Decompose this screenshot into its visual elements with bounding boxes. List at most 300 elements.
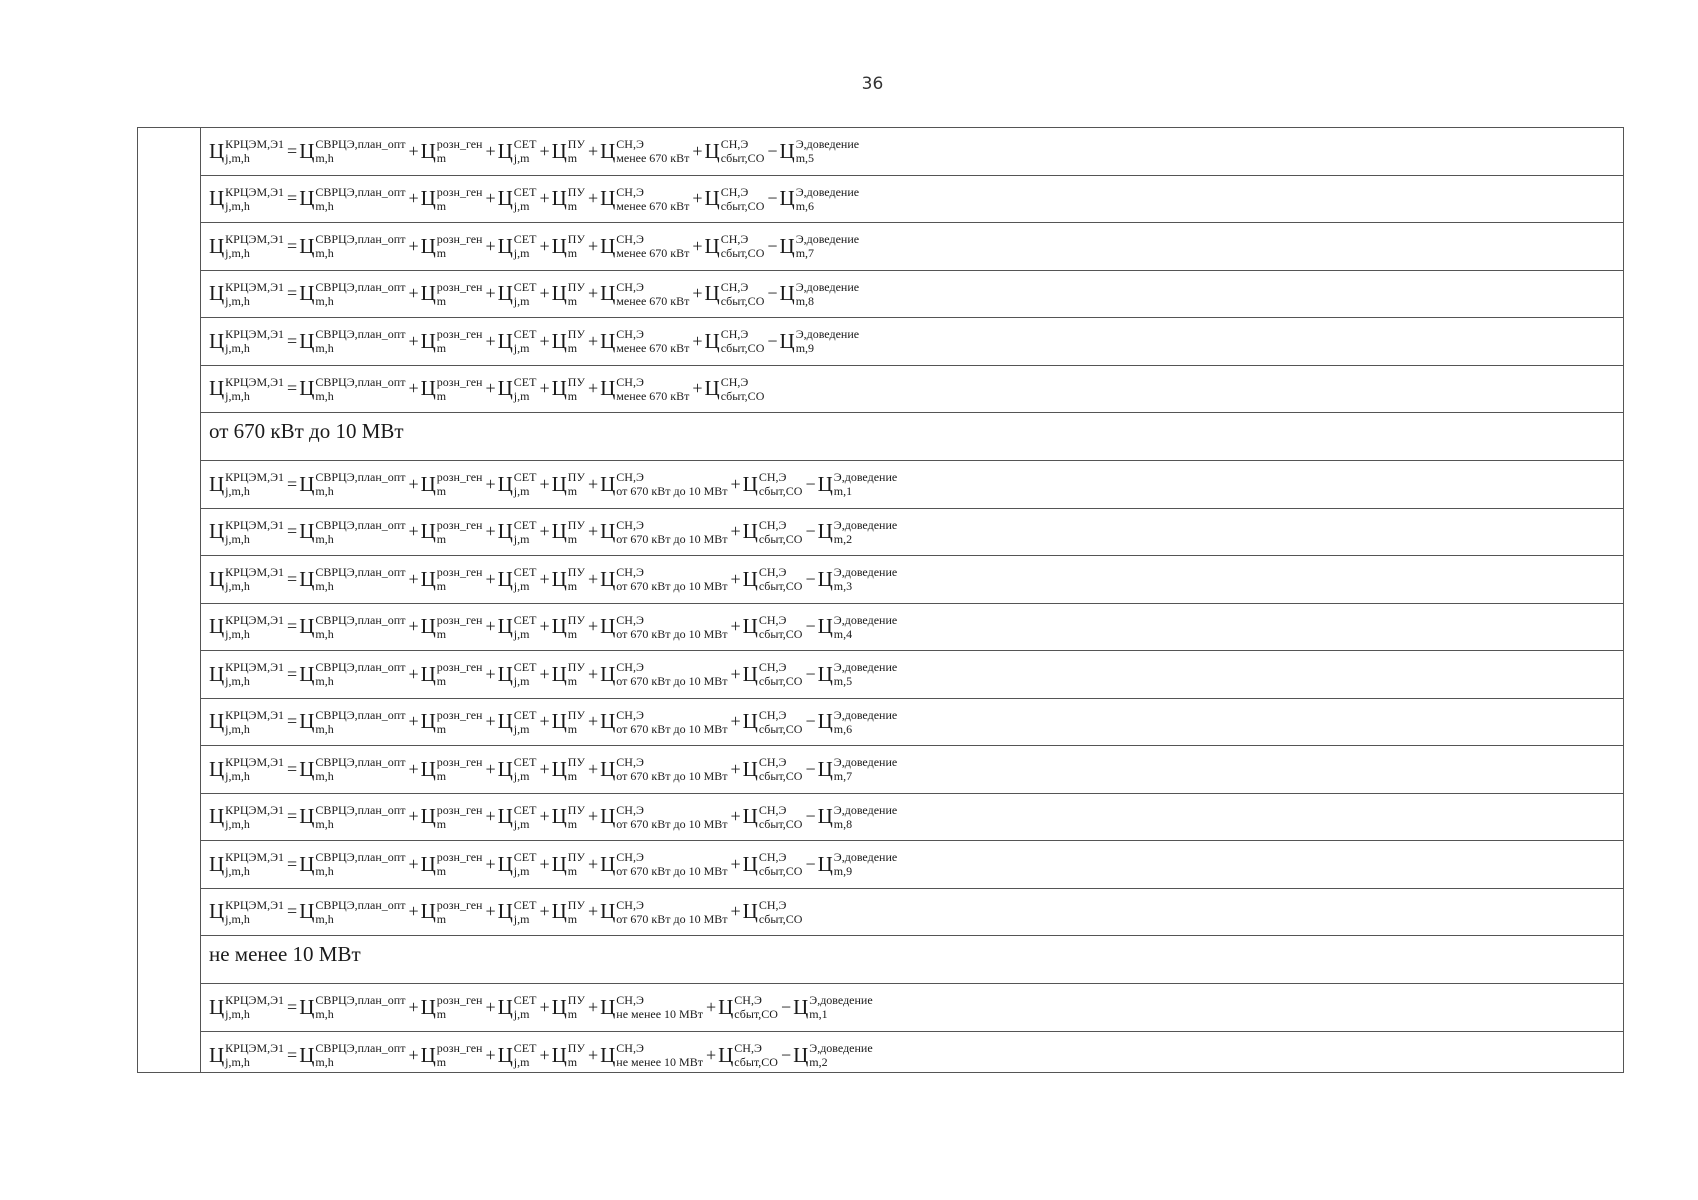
lhs-term-subscript: j,m,h (225, 388, 250, 403)
set-term-superscript: СЕТ (513, 279, 537, 294)
plus-sign: + (485, 806, 496, 827)
pu-term-superscript: ПУ (567, 755, 585, 770)
category-header-text: не менее 10 МВт (209, 942, 361, 966)
svr-term-subscript: m,h (315, 626, 334, 641)
svr-term-subscript: m,h (315, 579, 334, 594)
formula-table (137, 127, 1624, 1073)
svr-term-subscript: m,h (315, 674, 334, 689)
rozn-term-superscript: розн_ген (436, 660, 483, 675)
formula (209, 186, 860, 211)
price-symbol: Ц (299, 756, 315, 781)
eq-sign: = (287, 235, 298, 256)
plus-sign: + (485, 473, 496, 494)
formula-row (201, 984, 1623, 1032)
plus-sign: + (692, 188, 703, 209)
set-term-subscript: j,m (513, 626, 530, 641)
formula (209, 234, 860, 259)
svr-term-subscript: m,h (315, 1007, 334, 1022)
dov-term-superscript: Э,доведение (833, 470, 898, 485)
formula-row (201, 651, 1623, 699)
price-symbol: Ц (704, 233, 720, 258)
sbyt-term-subscript: сбыт,СО (758, 579, 803, 594)
pu-term (552, 995, 585, 1020)
svr-term-superscript: СВРЦЭ,план_опт (315, 1041, 406, 1056)
price-symbol: Ц (600, 1042, 616, 1067)
sn-term-subscript: менее 670 кВт (616, 246, 690, 261)
plus-sign: + (408, 521, 419, 542)
sn-term (600, 662, 727, 687)
price-symbol: Ц (299, 899, 315, 924)
price-symbol: Ц (420, 376, 436, 401)
price-symbol: Ц (299, 994, 315, 1019)
price-symbol: Ц (742, 471, 758, 496)
price-symbol: Ц (299, 614, 315, 639)
svr-term-subscript: m,h (315, 388, 334, 403)
lhs-term-subscript: j,m,h (225, 911, 250, 926)
price-symbol: Ц (420, 851, 436, 876)
sn-term (600, 995, 703, 1020)
lhs-term-subscript: j,m,h (225, 864, 250, 879)
rozn-term-subscript: m (436, 864, 447, 879)
set-term (498, 281, 537, 306)
price-symbol: Ц (817, 519, 833, 544)
sn-term-subscript: от 670 кВт до 10 МВт (616, 864, 728, 879)
price-symbol: Ц (551, 851, 567, 876)
dov-term-subscript: m,7 (833, 769, 853, 784)
set-term (498, 1043, 537, 1068)
pu-term (552, 899, 585, 924)
plus-sign: + (587, 1044, 599, 1065)
plus-sign: + (485, 1044, 496, 1065)
sn-term-subscript: от 670 кВт до 10 МВт (616, 674, 728, 689)
plus-sign: + (485, 901, 496, 922)
dov-term (793, 995, 873, 1020)
eq-sign: = (287, 901, 298, 922)
sbyt-term-subscript: сбыт,СО (758, 674, 803, 689)
sn-term-subscript: от 670 кВт до 10 МВт (616, 626, 728, 641)
formula (209, 376, 765, 401)
price-symbol: Ц (742, 661, 758, 686)
set-term-superscript: СЕТ (513, 755, 537, 770)
plus-sign: + (587, 616, 599, 637)
plus-sign: + (730, 758, 741, 779)
rozn-term (421, 662, 483, 687)
plus-sign: + (485, 140, 496, 161)
dov-term (818, 757, 898, 782)
pu-term-superscript: ПУ (567, 1041, 585, 1056)
plus-sign: + (705, 996, 717, 1017)
sbyt-term (718, 1043, 778, 1068)
price-symbol: Ц (704, 281, 720, 306)
svr-term (299, 899, 405, 924)
sn-term (600, 472, 727, 497)
minus-sign: − (767, 283, 778, 304)
price-symbol: Ц (551, 1042, 567, 1067)
pu-term (552, 376, 585, 401)
sn-term (600, 567, 727, 592)
price-symbol: Ц (551, 138, 567, 163)
set-term-subscript: j,m (513, 198, 530, 213)
eq-sign: = (287, 568, 298, 589)
plus-sign: + (587, 853, 599, 874)
lhs-term (209, 281, 284, 306)
sn-term-superscript: СН,Э (616, 850, 644, 865)
price-symbol: Ц (209, 138, 225, 163)
price-symbol: Ц (600, 328, 616, 353)
dov-term-subscript: m,7 (795, 246, 815, 261)
rozn-term-subscript: m (436, 531, 447, 546)
lhs-term-superscript: КРЦЭМ,Э1 (225, 232, 285, 247)
price-symbol: Ц (209, 1042, 225, 1067)
dov-term (818, 519, 898, 544)
price-symbol: Ц (551, 709, 567, 734)
svr-term (299, 995, 405, 1020)
formula (209, 567, 898, 592)
svr-term-superscript: СВРЦЭ,план_опт (315, 470, 406, 485)
sbyt-term-subscript: сбыт,СО (720, 246, 765, 261)
lhs-term (209, 329, 284, 354)
dov-term-superscript: Э,доведение (833, 755, 898, 770)
lhs-term (209, 567, 284, 592)
plus-sign: + (539, 568, 550, 589)
lhs-term-superscript: КРЦЭМ,Э1 (225, 327, 285, 342)
price-symbol: Ц (299, 1042, 315, 1067)
svr-term (299, 1043, 405, 1068)
sn-term-subscript: от 670 кВт до 10 МВт (616, 769, 728, 784)
plus-sign: + (408, 663, 419, 684)
formula-row (201, 794, 1623, 842)
plus-sign: + (539, 521, 550, 542)
pu-term-superscript: ПУ (567, 565, 585, 580)
price-symbol: Ц (817, 566, 833, 591)
plus-sign: + (692, 330, 703, 351)
formula-row (201, 889, 1623, 937)
plus-sign: + (408, 378, 419, 399)
pu-term (552, 472, 585, 497)
price-symbol: Ц (779, 281, 795, 306)
plus-sign: + (408, 901, 419, 922)
dov-term-superscript: Э,доведение (833, 660, 898, 675)
minus-sign: − (805, 806, 816, 827)
lhs-term (209, 614, 284, 639)
rozn-term-subscript: m (436, 721, 447, 736)
lhs-term-superscript: КРЦЭМ,Э1 (225, 802, 285, 817)
lhs-term (209, 472, 284, 497)
sbyt-term (743, 804, 803, 829)
pu-term-subscript: m (567, 769, 578, 784)
price-symbol: Ц (497, 138, 513, 163)
price-symbol: Ц (600, 186, 616, 211)
pu-term-superscript: ПУ (567, 993, 585, 1008)
set-term-subscript: j,m (513, 911, 530, 926)
formula-row (201, 176, 1623, 224)
eq-sign: = (287, 330, 298, 351)
pu-term-superscript: ПУ (567, 612, 585, 627)
svr-term-superscript: СВРЦЭ,план_опт (315, 137, 406, 152)
lhs-term-subscript: j,m,h (225, 721, 250, 736)
price-symbol: Ц (209, 281, 225, 306)
set-term (498, 804, 537, 829)
pu-term-superscript: ПУ (567, 184, 585, 199)
sbyt-term-subscript: сбыт,СО (720, 151, 765, 166)
set-term-superscript: СЕТ (513, 850, 537, 865)
plus-sign: + (539, 378, 550, 399)
sn-term-superscript: СН,Э (616, 137, 644, 152)
lhs-term-subscript: j,m,h (225, 674, 250, 689)
set-term-subscript: j,m (513, 721, 530, 736)
plus-sign: + (485, 853, 496, 874)
set-term (498, 662, 537, 687)
lhs-term (209, 757, 284, 782)
pu-term-superscript: ПУ (567, 850, 585, 865)
rozn-term-subscript: m (436, 1007, 447, 1022)
sn-term-subscript: от 670 кВт до 10 МВт (616, 484, 728, 499)
minus-sign: − (805, 711, 816, 732)
price-symbol: Ц (420, 661, 436, 686)
rozn-term-subscript: m (436, 293, 447, 308)
plus-sign: + (587, 806, 599, 827)
rozn-term-subscript: m (436, 246, 447, 261)
dov-term-superscript: Э,доведение (833, 565, 898, 580)
plus-sign: + (408, 283, 419, 304)
rozn-term (421, 139, 483, 164)
sn-term (600, 329, 689, 354)
dov-term-superscript: Э,доведение (833, 517, 898, 532)
formula (209, 852, 898, 877)
rozn-term-subscript: m (436, 769, 447, 784)
sn-term (600, 186, 689, 211)
sn-term-subscript: менее 670 кВт (616, 198, 690, 213)
sbyt-term-subscript: сбыт,СО (720, 198, 765, 213)
rozn-term (421, 472, 483, 497)
category-header (201, 413, 1623, 461)
lhs-term-subscript: j,m,h (225, 198, 250, 213)
price-symbol: Ц (299, 138, 315, 163)
dov-term-superscript: Э,доведение (795, 327, 860, 342)
dov-term-subscript: m,9 (833, 864, 853, 879)
pu-term-subscript: m (567, 198, 578, 213)
plus-sign: + (539, 330, 550, 351)
rozn-term (421, 899, 483, 924)
price-symbol: Ц (497, 899, 513, 924)
price-symbol: Ц (299, 376, 315, 401)
dov-term-superscript: Э,доведение (809, 993, 873, 1008)
rozn-term-subscript: m (436, 626, 447, 641)
sbyt-term-superscript: СН,Э (720, 184, 749, 199)
formula-row (201, 318, 1623, 366)
lhs-term-subscript: j,m,h (225, 1055, 250, 1070)
dov-term-superscript: Э,доведение (833, 802, 898, 817)
rozn-term (421, 852, 483, 877)
set-term-superscript: СЕТ (513, 707, 537, 722)
lhs-term (209, 376, 284, 401)
pu-term (552, 329, 585, 354)
sbyt-term (705, 281, 765, 306)
price-symbol: Ц (209, 614, 225, 639)
rozn-term-subscript: m (436, 911, 447, 926)
svr-term (299, 234, 405, 259)
sn-term (600, 139, 689, 164)
dov-term (818, 614, 898, 639)
sn-term-superscript: СН,Э (616, 327, 644, 342)
price-symbol: Ц (420, 328, 436, 353)
sn-term-subscript: не менее 10 МВт (616, 1055, 703, 1070)
price-symbol: Ц (209, 756, 225, 781)
set-term-subscript: j,m (513, 341, 530, 356)
rozn-term-subscript: m (436, 1055, 447, 1070)
sbyt-term-subscript: сбыт,СО (758, 769, 803, 784)
svr-term (299, 472, 405, 497)
rozn-term-superscript: розн_ген (436, 850, 483, 865)
price-symbol: Ц (742, 519, 758, 544)
rozn-term-superscript: розн_ген (436, 517, 483, 532)
price-symbol: Ц (551, 186, 567, 211)
dov-term-subscript: m,5 (795, 151, 815, 166)
sn-term-subscript: менее 670 кВт (616, 388, 690, 403)
price-symbol: Ц (209, 851, 225, 876)
sbyt-term-subscript: сбыт,СО (758, 721, 803, 736)
formula (209, 662, 898, 687)
set-term (498, 186, 537, 211)
dov-term-superscript: Э,доведение (795, 232, 860, 247)
price-symbol: Ц (817, 709, 833, 734)
price-symbol: Ц (742, 804, 758, 829)
price-symbol: Ц (209, 519, 225, 544)
sbyt-term (743, 899, 803, 924)
minus-sign: − (805, 758, 816, 779)
sbyt-term (705, 376, 765, 401)
rozn-term (421, 804, 483, 829)
rozn-term (421, 567, 483, 592)
formula-row (201, 509, 1623, 557)
plus-sign: + (408, 188, 419, 209)
pu-term (552, 852, 585, 877)
set-term (498, 376, 537, 401)
price-symbol: Ц (497, 471, 513, 496)
price-symbol: Ц (817, 851, 833, 876)
sbyt-term-superscript: СН,Э (758, 660, 787, 675)
sbyt-term-superscript: СН,Э (758, 517, 787, 532)
svr-term (299, 614, 405, 639)
price-symbol: Ц (497, 661, 513, 686)
formula-row (201, 1032, 1623, 1080)
rozn-term-superscript: розн_ген (436, 707, 483, 722)
price-symbol: Ц (600, 899, 616, 924)
price-symbol: Ц (497, 614, 513, 639)
lhs-term (209, 186, 284, 211)
pu-term (552, 709, 585, 734)
dov-term (780, 186, 860, 211)
set-term-subscript: j,m (513, 769, 530, 784)
pu-term-superscript: ПУ (567, 374, 585, 389)
svr-term-subscript: m,h (315, 198, 334, 213)
lhs-term (209, 709, 284, 734)
dov-term-superscript: Э,доведение (833, 707, 898, 722)
dov-term-superscript: Э,доведение (833, 612, 898, 627)
lhs-term-subscript: j,m,h (225, 341, 250, 356)
sbyt-term-superscript: СН,Э (758, 897, 787, 912)
svr-term-superscript: СВРЦЭ,план_опт (315, 993, 406, 1008)
pu-term-subscript: m (567, 293, 578, 308)
plus-sign: + (485, 188, 496, 209)
sbyt-term (705, 234, 765, 259)
price-symbol: Ц (600, 709, 616, 734)
price-symbol: Ц (742, 709, 758, 734)
price-symbol: Ц (551, 376, 567, 401)
price-symbol: Ц (817, 661, 833, 686)
svr-term-subscript: m,h (315, 151, 334, 166)
svr-term-subscript: m,h (315, 721, 334, 736)
rozn-term (421, 1043, 483, 1068)
price-symbol: Ц (497, 756, 513, 781)
lhs-term (209, 804, 284, 829)
sbyt-term-superscript: СН,Э (734, 993, 762, 1008)
sn-term-superscript: СН,Э (616, 660, 644, 675)
sn-term-superscript: СН,Э (616, 755, 644, 770)
sn-term-superscript: СН,Э (616, 707, 644, 722)
plus-sign: + (539, 283, 550, 304)
set-term-superscript: СЕТ (513, 517, 537, 532)
plus-sign: + (539, 473, 550, 494)
minus-sign: − (780, 1044, 792, 1065)
rozn-term (421, 186, 483, 211)
dov-term-subscript: m,5 (833, 674, 853, 689)
pu-term-subscript: m (567, 674, 578, 689)
pu-term-superscript: ПУ (567, 897, 585, 912)
pu-term-superscript: ПУ (567, 517, 585, 532)
set-term-superscript: СЕТ (513, 897, 537, 912)
formula-row (201, 366, 1623, 414)
sbyt-term-subscript: сбыт,СО (758, 864, 803, 879)
price-symbol: Ц (209, 186, 225, 211)
pu-term (552, 804, 585, 829)
price-symbol: Ц (742, 756, 758, 781)
plus-sign: + (587, 283, 599, 304)
price-symbol: Ц (551, 566, 567, 591)
plus-sign: + (408, 235, 419, 256)
eq-sign: = (287, 853, 298, 874)
eq-sign: = (287, 996, 298, 1017)
svr-term (299, 567, 405, 592)
set-term-superscript: СЕТ (513, 184, 537, 199)
lhs-term-subscript: j,m,h (225, 246, 250, 261)
plus-sign: + (485, 330, 496, 351)
dov-term (780, 329, 860, 354)
price-symbol: Ц (299, 661, 315, 686)
plus-sign: + (408, 568, 419, 589)
svr-term (299, 709, 405, 734)
sbyt-term-superscript: СН,Э (758, 707, 787, 722)
price-symbol: Ц (704, 376, 720, 401)
plus-sign: + (485, 616, 496, 637)
price-symbol: Ц (420, 1042, 436, 1067)
plus-sign: + (587, 901, 599, 922)
lhs-term (209, 519, 284, 544)
plus-sign: + (705, 1044, 717, 1065)
plus-sign: + (408, 616, 419, 637)
sbyt-term (705, 329, 765, 354)
dov-term-subscript: m,1 (833, 484, 853, 499)
set-term-subscript: j,m (513, 864, 530, 879)
plus-sign: + (408, 853, 419, 874)
price-symbol: Ц (600, 804, 616, 829)
sbyt-term-superscript: СН,Э (758, 470, 787, 485)
rozn-term-superscript: розн_ген (436, 755, 483, 770)
formula (209, 709, 898, 734)
set-term (498, 852, 537, 877)
price-symbol: Ц (209, 994, 225, 1019)
svr-term (299, 519, 405, 544)
